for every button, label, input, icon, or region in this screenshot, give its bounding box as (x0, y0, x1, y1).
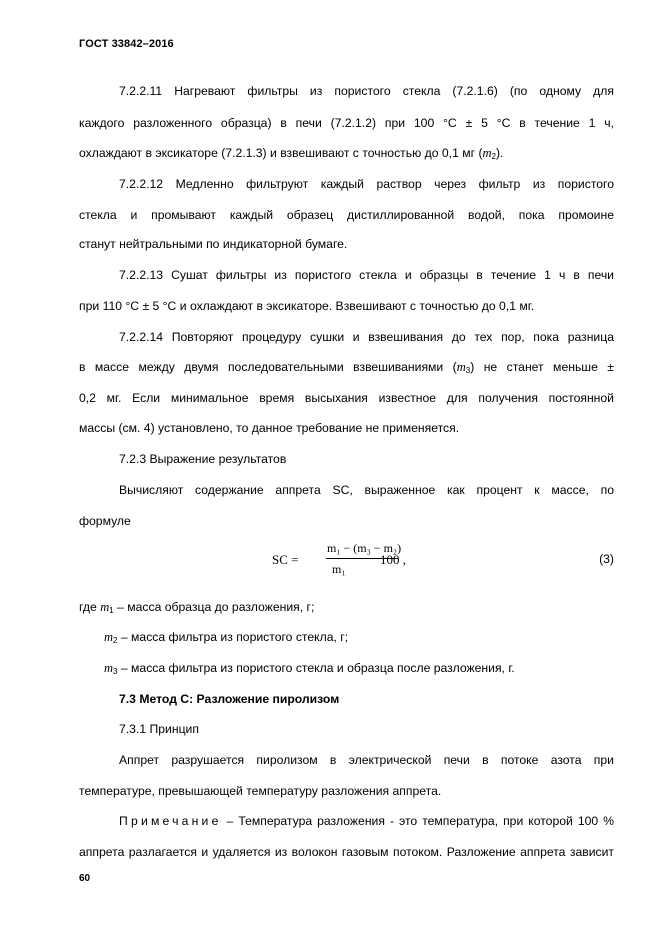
paragraph-7-2-2-13-line-2: при 110 °С ± 5 °С и охлаждают в эксикаторе. Взвешивают с точностью до 0,1 мг. (79, 299, 535, 313)
formula-number: (3) (599, 552, 614, 566)
document-header: ГОСТ 33842–2016 (79, 38, 174, 50)
section-7-3-title: 7.3 Метод С: Разложение пиролизом (119, 692, 340, 706)
paragraph-7-2-2-12-line-3: станут нейтральными по индикаторной бумаге. (79, 237, 348, 251)
formula-multiplier: 100 , (380, 552, 406, 567)
section-7-2-3-title: 7.2.3 Выражение результатов (119, 452, 287, 466)
formula-3 (272, 538, 614, 586)
paragraph-7-2-2-11-line-3: охлаждают в эксикаторе (7.2.1.3) и взвешивают с точностью до 0,1 мг $(m_2)$. (79, 146, 504, 161)
where-item-m1: где $m_1$ – масса образца до разложения, г; (79, 600, 315, 615)
paragraph-calc-line-1: Вычисляют содержание аппрета SC, выраженное как процент к массе, по (119, 483, 614, 497)
note-label: Примечание (119, 814, 222, 828)
formula-lhs: SC = (272, 552, 299, 567)
paragraph-7-2-2-12-line-2: стекла и промывают каждый образец дистиллированной водой, пока промоине (79, 208, 614, 222)
paragraph-calc-line-2: формуле (79, 514, 131, 528)
paragraph-principle-line-2: температуре, превышающей температуру разложения аппрета. (79, 784, 442, 798)
note-line-2: аппрета разлагается и удаляется из волокон газовым потоком. Разложение аппрета зависит (79, 845, 614, 859)
paragraph-7-2-2-12-line-1: 7.2.2.12 Медленно фильтруют каждый раствор через фильтр из пористого (119, 177, 614, 191)
paragraph-principle-line-1: Аппрет разрушается пиролизом в электрической печи в потоке азота при (119, 753, 614, 767)
paragraph-7-2-2-13-line-1: 7.2.2.13 Сушат фильтры из пористого стекла и образцы в течение 1 ч в печи (119, 268, 614, 282)
where-item-m2: $m_2$ – масса фильтра из пористого стекла, г; (104, 630, 349, 645)
paragraph-7-2-2-11-line-1: 7.2.2.11 Нагревают фильтры из пористого стекла (7.2.1.6) (по одному для (119, 84, 614, 98)
paragraph-7-2-2-14-line-2: в массе между двумя последовательными взвешиваниями $(m_3)$ не станет меньше ± (79, 360, 614, 375)
note-line-1: Примечание – Температура разложения - это температура, при которой 100 % (119, 814, 614, 828)
section-7-3-1-title: 7.3.1 Принцип (119, 722, 199, 736)
formula-numerator: m₁ − (m₃ − m₂) (327, 541, 402, 555)
paragraph-7-2-2-11-line-2: каждого разложенного образца) в печи (7.2.1.2) при 100 °С ± 5 °С в течение 1 ч, (79, 116, 614, 130)
paragraph-7-2-2-14-line-3: 0,2 мг. Если минимальное время высыхания известное для получения постоянной (79, 391, 614, 405)
paragraph-7-2-2-14-line-4: массы (см. 4) установлено, то данное требование не применяется. (79, 421, 460, 435)
paragraph-7-2-2-14-line-1: 7.2.2.14 Повторяют процедуру сушки и взвешивания до тех пор, пока разница (119, 330, 614, 344)
where-item-m3: $m_3$ – масса фильтра из пористого стекла и образца после разложения, г. (104, 661, 515, 676)
page-number: 60 (79, 873, 91, 884)
formula-denominator: m₁ (332, 562, 346, 576)
